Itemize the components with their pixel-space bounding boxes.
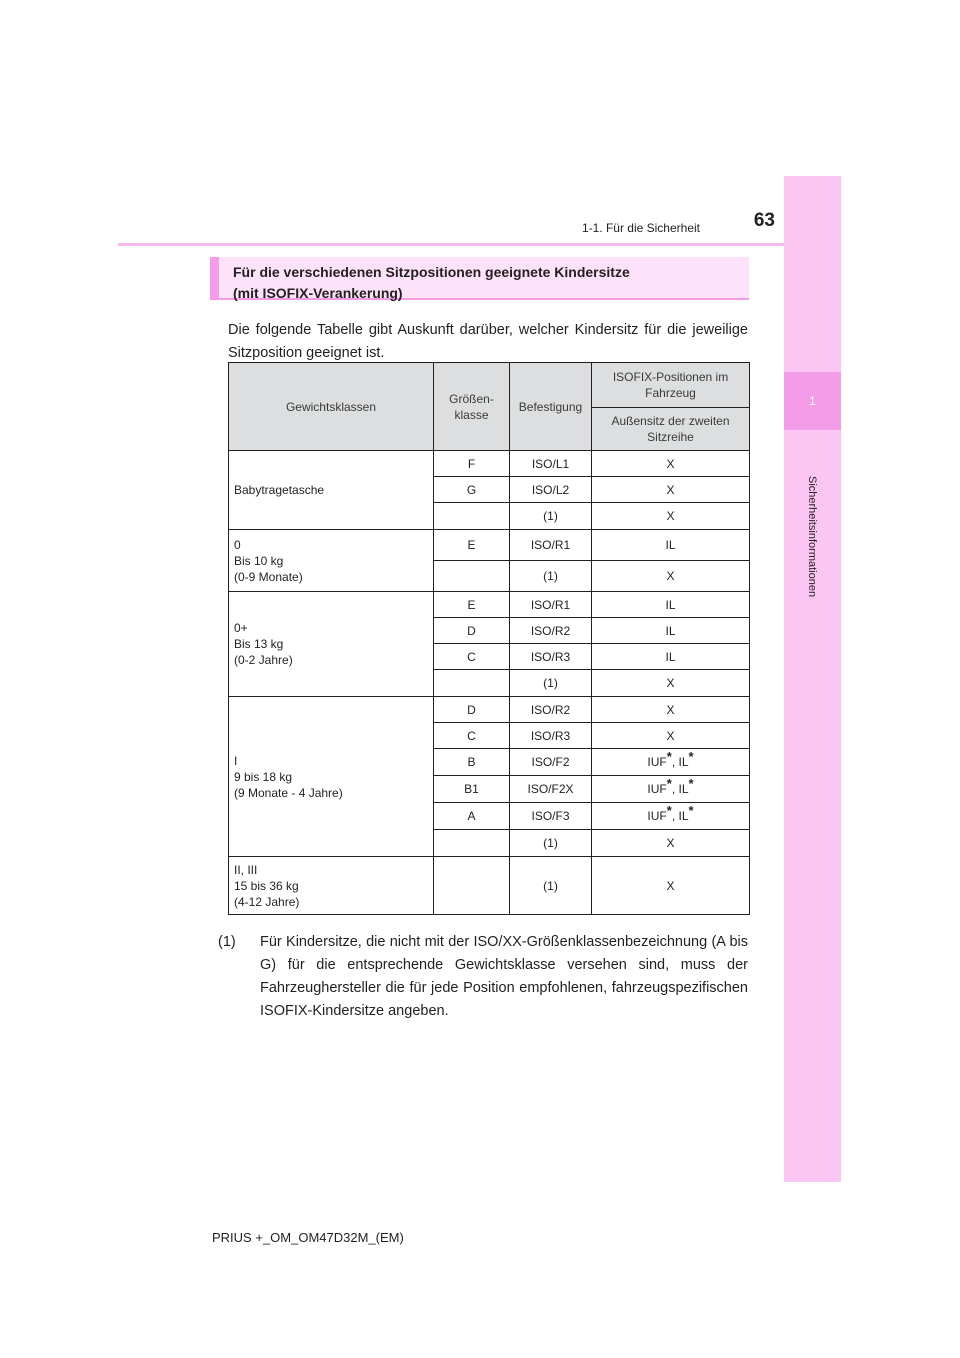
size-class-cell: D (434, 697, 510, 723)
header-isofix-positions: ISOFIX-Positionen im Fahrzeug (592, 363, 750, 408)
suitability-cell: X (592, 451, 750, 477)
suitability-cell: X (592, 723, 750, 749)
size-class-cell: F (434, 451, 510, 477)
weight-class-line: 15 bis 36 kg (234, 878, 299, 893)
suitability-cell: X (592, 670, 750, 697)
header-outer-seat: Außensitz der zweiten Sitzreihe (592, 408, 750, 451)
header-size-class: Größen-klasse (434, 363, 510, 451)
fixture-cell: ISO/R3 (510, 723, 592, 749)
footnote-star: * (666, 749, 672, 764)
fixture-cell: (1) (510, 561, 592, 592)
size-class-cell: D (434, 618, 510, 644)
weight-class-line: Babytragetasche (234, 483, 325, 497)
weight-class-line: 0+ (234, 621, 248, 635)
size-class-cell: B (434, 749, 510, 776)
suitability-cell (592, 749, 750, 776)
suitability-cell (592, 776, 750, 803)
weight-class-cell (229, 857, 434, 915)
chapter-label (806, 476, 820, 776)
fixture-cell: ISO/R1 (510, 530, 592, 561)
suitability-value: IL (678, 809, 689, 823)
fixture-cell: ISO/L1 (510, 451, 592, 477)
size-class-cell: G (434, 477, 510, 503)
footnote-text: Für Kindersitze, die nicht mit der ISO/XX-Größenklassenbezeichnung (A bis G) für die entsprechende Gewichtsklasse versehen sind, muss der Fahrzeughersteller die für jede Position empfohlenen, fahrzeugspezifischen ISOFIX-Kindersitze angeben. (260, 934, 748, 1019)
section-heading (210, 257, 749, 300)
weight-class-line: 9 bis 18 kg (234, 769, 293, 784)
table-row (229, 530, 750, 561)
table-row (229, 592, 750, 618)
size-class-cell: C (434, 644, 510, 670)
suitability-cell: IL (592, 618, 750, 644)
suitability-cell: X (592, 477, 750, 503)
weight-class-cell (229, 592, 434, 697)
footnote-star: * (688, 776, 694, 791)
weight-class-line: (9 Monate - 4 Jahre) (234, 785, 343, 800)
suitability-value: IL (678, 782, 689, 796)
weight-class-line: Bis 10 kg (234, 553, 284, 568)
size-class-cell: C (434, 723, 510, 749)
size-class-cell (434, 561, 510, 592)
table-row (229, 451, 750, 477)
fixture-cell: ISO/F3 (510, 803, 592, 830)
heading-line-1: Für die verschiedenen Sitzpositionen geeignete Kindersitze (233, 264, 630, 280)
weight-class-cell (229, 697, 434, 857)
fixture-cell: (1) (510, 503, 592, 530)
fixture-cell: ISO/F2X (510, 776, 592, 803)
size-class-cell (434, 670, 510, 697)
document-code: PRIUS +_OM_OM47D32M_(EM) (212, 1230, 404, 1245)
heading-line-2: (mit ISOFIX-Verankerung) (233, 285, 403, 301)
fixture-cell: ISO/R2 (510, 618, 592, 644)
section-title: 1-1. Für die Sicherheit (581, 221, 700, 235)
weight-class-line: Bis 13 kg (234, 637, 284, 651)
separator: , (671, 755, 679, 769)
fixture-cell: (1) (510, 670, 592, 697)
footnote-star: * (666, 803, 672, 818)
separator: , (671, 809, 679, 823)
suitability-cell: X (592, 857, 750, 915)
weight-class-line: I (234, 753, 238, 768)
size-class-cell (434, 857, 510, 915)
suitability-value: IUF (647, 782, 667, 796)
size-class-cell: B1 (434, 776, 510, 803)
size-class-cell: A (434, 803, 510, 830)
footnote-star: * (688, 803, 694, 818)
table-body (229, 451, 750, 915)
chapter-side-tab (784, 176, 841, 1182)
size-class-cell: E (434, 592, 510, 618)
table-row (229, 697, 750, 723)
fixture-cell: ISO/F2 (510, 749, 592, 776)
weight-class-cell (229, 530, 434, 592)
footnote-star: * (666, 776, 672, 791)
weight-class-line: II, III (234, 862, 258, 877)
fixture-cell: ISO/R2 (510, 697, 592, 723)
suitability-cell: IL (592, 592, 750, 618)
fixture-cell: ISO/L2 (510, 477, 592, 503)
weight-class-line: (0-9 Monate) (234, 569, 303, 584)
suitability-cell (592, 803, 750, 830)
suitability-cell: X (592, 561, 750, 592)
suitability-cell: IL (592, 644, 750, 670)
fixture-cell: (1) (510, 857, 592, 915)
header-weight-class: Gewichtsklassen (229, 363, 434, 451)
fixture-cell: ISO/R3 (510, 644, 592, 670)
suitability-cell: X (592, 830, 750, 857)
chapter-number: 1 (784, 372, 841, 430)
separator: , (671, 782, 679, 796)
fixture-cell: (1) (510, 830, 592, 857)
suitability-cell: X (592, 697, 750, 723)
fixture-cell: ISO/R1 (510, 592, 592, 618)
header-fixture: Befestigung (510, 363, 592, 451)
weight-class-line: (0-2 Jahre) (234, 653, 293, 667)
child-seat-table (228, 362, 750, 915)
intro-paragraph: Die folgende Tabelle gibt Auskunft darüber, welcher Kindersitz für die jeweilige Sitzposition geeignet ist. (228, 322, 748, 361)
suitability-value: IUF (647, 755, 667, 769)
footnote-star: * (688, 749, 694, 764)
suitability-value: IUF (647, 809, 667, 823)
table-row (229, 857, 750, 915)
page-number: 63 (753, 210, 775, 231)
footnote (218, 931, 748, 1023)
chapter-label-text: Sicherheitsinformationen (806, 476, 818, 598)
suitability-cell: X (592, 503, 750, 530)
size-class-cell (434, 830, 510, 857)
weight-class-line: 0 (234, 537, 241, 552)
weight-class-cell (229, 451, 434, 530)
suitability-value: IL (678, 755, 689, 769)
header-rule (118, 243, 841, 246)
size-class-cell: E (434, 530, 510, 561)
suitability-cell: IL (592, 530, 750, 561)
footnote-number: (1) (218, 934, 236, 950)
weight-class-line: (4-12 Jahre) (234, 894, 300, 909)
size-class-cell (434, 503, 510, 530)
